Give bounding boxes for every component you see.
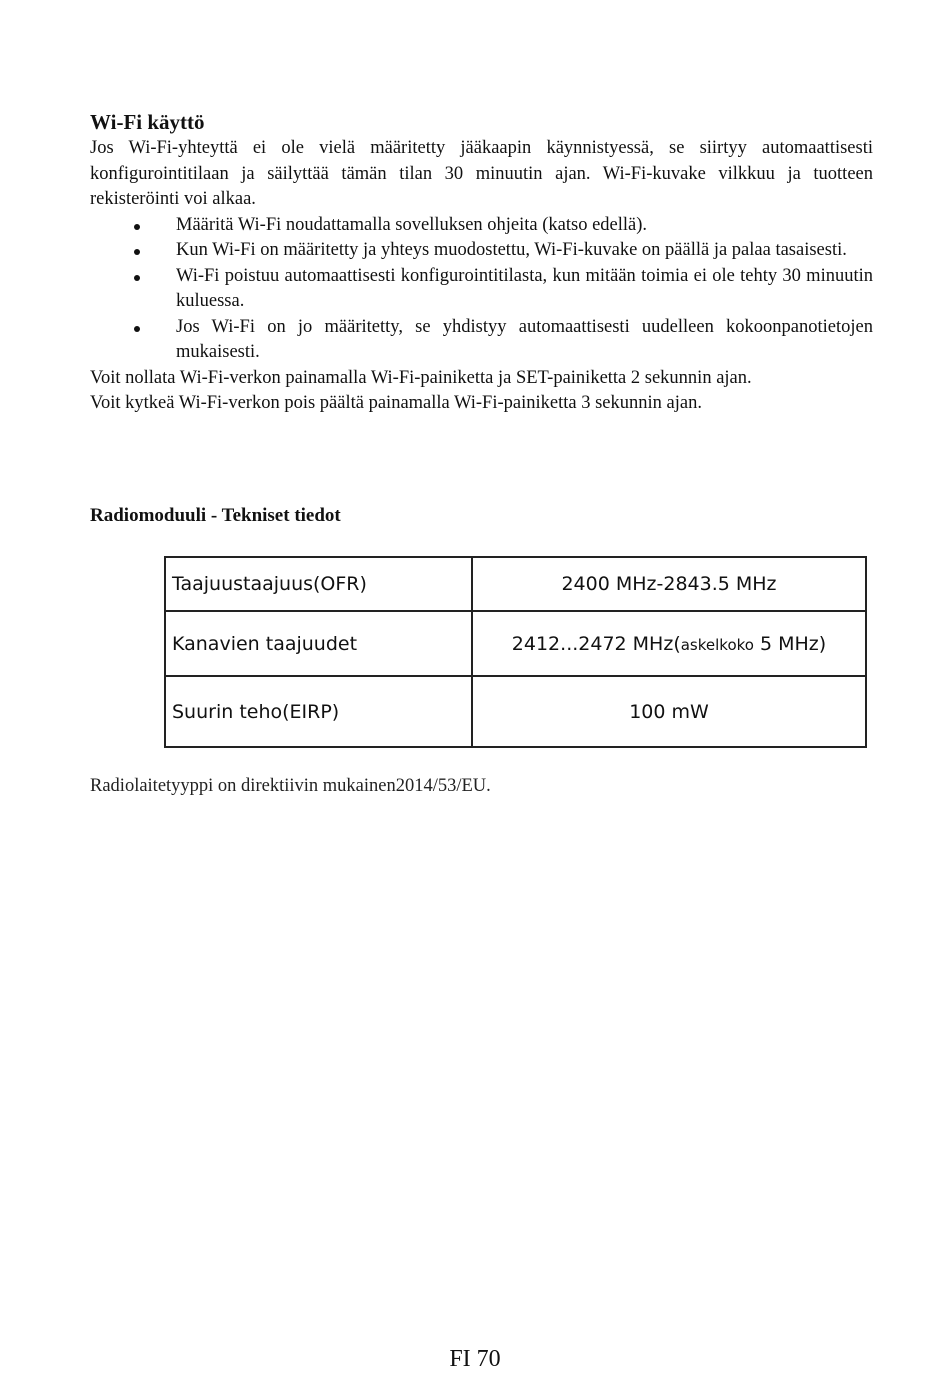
spec-value: 2400 MHz-2843.5 MHz [472, 557, 866, 611]
table-row [165, 611, 866, 676]
bullet-icon [134, 249, 140, 255]
bullet-icon [134, 275, 140, 281]
table-row [165, 676, 866, 747]
wifi-reset-text: Voit nollata Wi-Fi-verkon painamalla Wi-Fi-painiketta ja SET-painiketta 2 sekunnin ajan. [90, 367, 752, 388]
wifi-title: Wi-Fi käyttö [90, 110, 205, 134]
list-item: Määritä Wi-Fi noudattamalla sovelluksen ohjeita (katso edellä). [90, 213, 873, 239]
list-item: Kun Wi-Fi on määritetty ja yhteys muodostettu, Wi-Fi-kuvake on päällä ja palaa tasaisesti. [90, 238, 873, 264]
spec-label: Taajuustaajuus(OFR) [165, 557, 472, 611]
wifi-bullet-list [90, 213, 873, 366]
wifi-off-text: Voit kytkeä Wi-Fi-verkon pois päältä painamalla Wi-Fi-painiketta 3 sekunnin ajan. [90, 393, 702, 413]
wifi-section [90, 108, 873, 417]
spec-label: Suurin teho(EIRP) [165, 676, 472, 747]
radio-spec-table [164, 556, 867, 748]
page-number: FI 70 [449, 1346, 501, 1372]
spec-value: 100 mW [472, 676, 866, 747]
spec-label: Kanavien taajuudet [165, 611, 472, 676]
directive-note: Radiolaitetyyppi on direktiivin mukainen2014/53/EU. [90, 776, 491, 796]
wifi-intro: Jos Wi-Fi-yhteyttä ei ole vielä määritetty jääkaapin käynnistyessä, se siirtyy automaattisesti konfigurointitilaan ja säilyttää tämän tilan 30 minuutin ajan. Wi-Fi-kuvake vilkkuu ja tuotteen rekisteröinti voi alkaa. [90, 138, 873, 209]
list-item: Jos Wi-Fi on jo määritetty, se yhdistyy automaattisesti uudelleen kokoonpanotietojen mukaisesti. [90, 315, 873, 366]
radio-section-title: Radiomoduuli - Tekniset tiedot [90, 505, 341, 526]
spec-value: 2412...2472 MHz(askelkoko 5 MHz) [472, 611, 866, 676]
bullet-icon [134, 224, 140, 230]
bullet-icon [134, 326, 140, 332]
table-row [165, 557, 866, 611]
list-item: Wi-Fi poistuu automaattisesti konfigurointitilasta, kun mitään toimia ei ole tehty 30 minuutin kuluessa. [90, 264, 873, 315]
